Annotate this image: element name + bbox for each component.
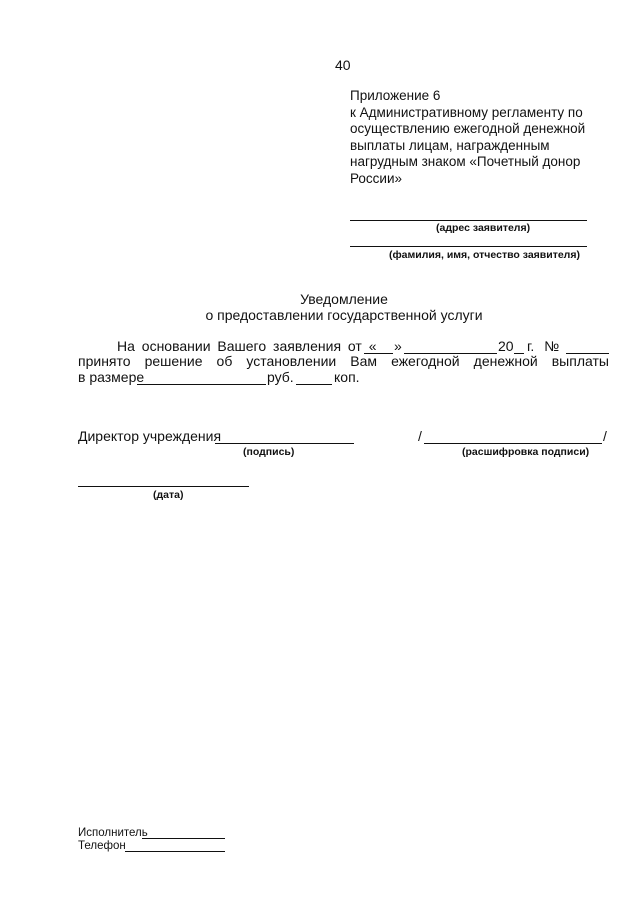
body-word: установлении — [246, 353, 337, 369]
applicant-name-caption: (фамилия, имя, отчество заявителя) — [389, 249, 580, 261]
appendix-line: к Административному регламенту по — [350, 104, 583, 120]
date-line — [78, 486, 249, 487]
appendix-line: выплаты лицам, награжденным — [350, 137, 550, 153]
body-amount-label: в размере — [78, 369, 145, 385]
body-word: принято — [78, 353, 131, 369]
executor-label: Исполнитель — [78, 827, 148, 839]
appendix-line: Приложение 6 — [350, 88, 441, 103]
signature-transcript-line — [424, 443, 602, 444]
kopecks-blank — [296, 384, 332, 385]
body-word: ежегодной — [391, 353, 460, 369]
rubles-blank — [137, 384, 266, 385]
phone-line — [125, 851, 225, 852]
applicant-address-caption: (адрес заявителя) — [436, 222, 531, 234]
body-word: решение — [144, 353, 203, 369]
phone-label: Телефон — [78, 840, 126, 852]
body-line-2 — [78, 353, 609, 369]
rubles-label: руб. — [267, 369, 294, 385]
body-word: выплаты — [551, 353, 609, 369]
body-number-label: г. № — [527, 338, 560, 354]
date-caption: (дата) — [153, 489, 184, 501]
appendix-line: России» — [350, 170, 403, 186]
transcript-slash-right: / — [603, 428, 607, 444]
page-number: 40 — [335, 57, 351, 73]
appendix-line: нагрудным знаком «Почетный донор — [350, 154, 581, 169]
appendix-block — [350, 88, 600, 187]
body-year-prefix: 20 — [498, 338, 514, 354]
document-subtitle: о предоставлении государственной услуги — [205, 307, 483, 323]
kopecks-label: коп. — [334, 369, 360, 385]
body-quote-close: » — [394, 338, 402, 354]
document-title: Уведомление — [300, 291, 388, 307]
applicant-address-line — [350, 220, 587, 221]
transcript-caption: (расшифровка подписи) — [462, 446, 590, 458]
transcript-slash-left: / — [418, 428, 422, 444]
appendix-line: осуществлению ежегодной денежной — [350, 121, 586, 136]
body-text-start: На основании Вашего заявления от « — [117, 338, 377, 354]
signature-caption: (подпись) — [243, 446, 295, 458]
signature-line — [215, 443, 354, 444]
director-label: Директор учреждения — [78, 428, 222, 444]
body-word: об — [216, 353, 233, 369]
executor-line — [142, 838, 225, 839]
body-word: Вам — [350, 353, 378, 369]
body-word: денежной — [473, 353, 538, 369]
applicant-name-line — [350, 246, 587, 247]
